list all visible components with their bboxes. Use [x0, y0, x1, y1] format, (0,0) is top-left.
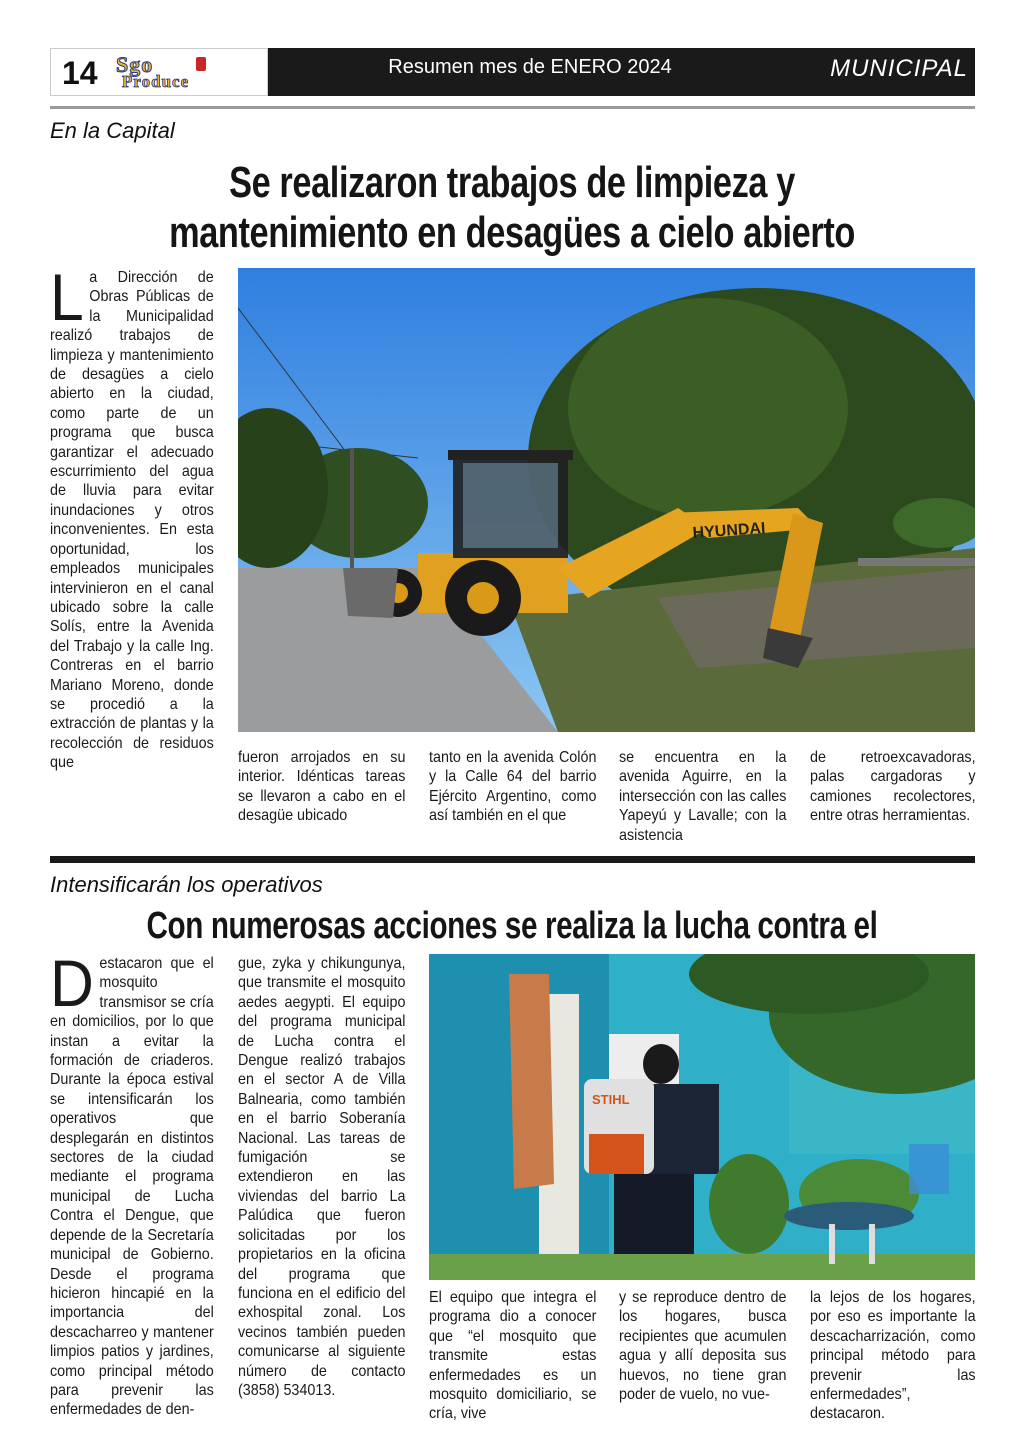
article1-headline-line1: Se realizaron trabajos de limpieza y [229, 158, 795, 207]
article1-headline [113, 158, 912, 258]
article2-col1 [50, 946, 214, 1420]
flag-icon [196, 57, 206, 71]
article2-col2: gue, zyka y chikungunya, que transmite el mosquito aedes aegypti. El equipo del programa municipal de Lucha contra el Dengue realizó trabajos en el sector A de Villa Balnearia, como también en el barrio Soberanía Nacional. Las tareas de fumigación se extendieron en las viviendas del barrio La Palúdica que fueron solicitadas por los propietarios en la oficina del programa que funciona en el edificio del exhospital zonal. Los vecinos también pueden comunicarse al siguiente número de contacto (3858) 534013. [238, 955, 406, 1399]
article2-photo-fumigation [429, 954, 975, 1280]
logo-top-text: Sgo [116, 52, 154, 77]
article1-headline-line2: mantenimiento en desagües a cielo abierto [169, 208, 855, 257]
article2-col5: la lejos de los hogares, por eso es importante la descacharrización, como principal método para prevenir las enfermedades”, destacaron. [810, 1289, 976, 1423]
page-number: 14 [62, 55, 98, 91]
article1-col1-text: a Dirección de Obras Públicas de la Municipalidad realizó trabajos de limpieza y mantenimiento de desagües a cielo abierto en la ciudad, como parte de un programa que busca garantizar el adecuado escurrimiento del agua de lluvia para evitar inundaciones y otros inconvenientes. En esta oportunidad, los empleados municipales intervinieron en el canal ubicado sobre la calle Solís, entre la Avenida del Trabajo y la calle Ing. Contreras en el barrio Mariano Moreno, donde se procedió a la extracción de plantas y la recolección de residuos que [50, 269, 214, 772]
article-divider [50, 856, 975, 863]
publication-logo [116, 52, 258, 92]
article1-kicker: En la Capital [50, 118, 175, 143]
article1-dropcap: L [50, 260, 84, 334]
article2-col4: y se reproduce dentro de los hogares, busca recipientes que acumulen agua y allí deposita sus huevos, no tiene gran poder de vuelo, no vue- [619, 1289, 787, 1404]
article1-col3: tanto en la avenida Colón y la Calle 64 del barrio Ejército Argentino, como así también en el que [429, 749, 597, 825]
article1-col2: fueron arrojados en su interior. Idénticas tareas se llevaron a cabo en el desagüe ubicado [238, 749, 406, 825]
article1-col5: de retroexcavadoras, palas cargadoras y camiones recolectores, entre otras herramientas. [810, 749, 976, 825]
article1-col4: se encuentra en la avenida Aguirre, en la intersección con las calles Yapeyú y Lavalle; con la asistencia [619, 749, 787, 844]
header-divider [50, 106, 975, 109]
backhoe-brand-text: HYUNDAI [692, 519, 766, 542]
article2-dropcap: D [50, 946, 94, 1020]
article2-col1-text: estacaron que el mosquito transmisor se cría en domicilios, por lo que instan a evitar la formación de criaderos. Durante la época estival se intensificarán los operativos que desplegarán en distintos sectores de la ciudad mediante el programa municipal de Lucha Contra el Dengue, que depende de la Secretaría municipal de Gobierno. Desde el programa hicieron hincapié en la importancia del descacharreo y mantener limpios patios y jardines, como principal método para prevenir las enfermedades de den- [50, 955, 214, 1419]
section-name: MUNICIPAL [830, 55, 968, 82]
issue-title: Resumen mes de ENERO 2024 [388, 56, 672, 78]
logo-bottom-text: Produce [122, 72, 190, 91]
article1-photo-backhoe [238, 268, 975, 732]
article2-col3: El equipo que integra el programa dio a conocer que “el mosquito que transmite estas enfermedades es un mosquito domiciliario, se cría, vive [429, 1289, 597, 1423]
sprayer-brand-text: STIHL [592, 1092, 630, 1107]
article2-headline: Con numerosas acciones se realiza la lucha contra el [146, 905, 878, 947]
article1-col1 [50, 260, 214, 773]
article2-kicker: Intensificarán los operativos [50, 872, 323, 897]
